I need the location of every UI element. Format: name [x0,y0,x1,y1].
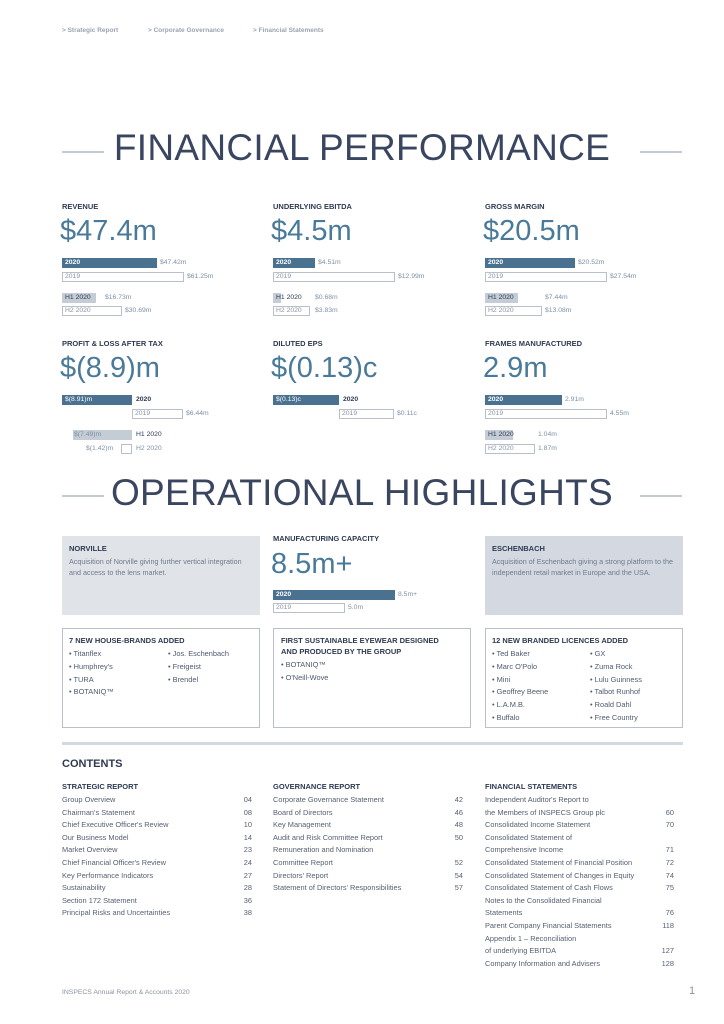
sustainable-title-line2: AND PRODUCED BY THE GROUP [281,647,402,656]
kpi-label: UNDERLYING EBITDA [273,202,352,211]
toc-strategic-heading: STRATEGIC REPORT [62,782,139,791]
bar-value: $27.54m [610,273,637,280]
toc-entry[interactable] [273,807,463,820]
kpi-value: $4.5m [271,215,352,247]
toc-entry-title: Committee Report [273,857,333,867]
toc-entry-page: 71 [665,845,674,855]
bar-year: 2020 [136,396,152,403]
kpi-value: $20.5m [483,215,580,247]
toc-entry-page: 118 [662,920,674,930]
list-item: • Roald Dahl [590,700,632,710]
toc-entry[interactable] [273,857,463,870]
bar-value: $(1.42)m [86,445,114,452]
bar-year: 2019 [276,604,292,611]
toc-entry[interactable] [485,882,674,895]
kpi-label: PROFIT & LOSS AFTER TAX [62,339,163,348]
toc-entry-page: 04 [243,795,252,804]
list-item: • Mini [492,674,511,684]
bar-value: $16.73m [105,294,132,301]
toc-entry-title: Notes to the Consolidated Financial [485,895,602,905]
toc-entry-page: 75 [665,883,674,893]
toc-entry[interactable] [485,920,674,933]
list-item: • Humphrey's [69,661,113,671]
toc-entry-title: Our Business Model [62,832,129,842]
kpi-label: REVENUE [62,202,99,211]
house-brands-title: 7 NEW HOUSE-BRANDS ADDED [69,636,185,645]
bar-label: H2 2020 [488,445,514,452]
toc-entry-title: Audit and Risk Committee Report [273,832,383,842]
bar-value: $20.52m [578,259,605,266]
toc-entry-title: Sustainability [62,883,106,893]
toc-entry-title: Group Overview [62,795,116,804]
toc-entry[interactable] [485,832,674,845]
toc-entry[interactable] [273,832,463,845]
bar-value: 8.5m+ [398,591,418,598]
toc-entry-title: Statement of Directors' Responsibilities [273,883,402,893]
toc-entry[interactable] [485,907,674,920]
footer-text: INSPECS Annual Report & Accounts 2020 [62,989,190,996]
operational-highlights-title: OPERATIONAL HIGHLIGHTS [110,472,614,513]
bar-value: 2.91m [565,396,584,403]
toc-entry-title: Corporate Governance Statement [273,795,384,804]
bar-2019 [485,272,607,282]
bar-value: $3.83m [315,307,338,314]
toc-entry[interactable] [62,857,252,870]
toc-entry-page: 74 [665,870,674,880]
eschenbach-text: Acquisition of Eschenbach giving a strong platform to the independent retail market in Europe and the USA. [492,557,673,577]
bar-value: $(8.91)m [65,396,93,403]
kpi-value: $47.4m [60,215,157,247]
financial-performance-title: FINANCIAL PERFORMANCE [113,127,611,168]
toc-entry-title: Comprehensive Income [485,845,564,855]
toc-entry[interactable] [62,895,252,908]
toc-entry-title: Remuneration and Nomination [273,845,374,855]
bar-label: H2 2020 [65,307,91,314]
toc-entry-title: Company Information and Advisers [485,958,601,968]
list-item: • O'Neill-Wove [281,672,329,682]
norville-text: Acquisition of Norville giving further vertical integration and access to the lens market. [69,557,242,577]
toc-governance-heading: GOVERNANCE REPORT [273,782,361,791]
list-item: • Talbot Runhof [590,687,641,697]
toc-entry-page: 28 [243,883,252,893]
toc-entry-title: the Members of INSPECS Group plc [485,807,605,817]
bar-value: 1.04m [538,431,557,438]
eschenbach-title: ESCHENBACH [492,544,545,553]
list-item: • BOTANIQ™ [69,687,114,697]
toc-entry-title: Chairman's Statement [62,807,135,817]
toc-entry[interactable] [273,819,463,832]
licences-list-1 [492,648,548,725]
bar-year: 2019 [276,273,292,280]
toc-entry-title: Parent Company Financial Statements [485,920,612,930]
bar-year: 2020 [488,396,504,403]
toc-entry-page: 52 [454,857,463,867]
bar-value: $13.08m [545,307,572,314]
list-item: • Geoffrey Beene [492,687,549,697]
bar-year: 2020 [65,259,81,266]
toc-entry-page: 14 [243,832,252,842]
toc-entry[interactable] [485,844,674,857]
toc-entry-page: 42 [454,795,463,804]
sustainable-title-line1: FIRST SUSTAINABLE EYEWEAR DESIGNED [281,636,439,645]
toc-entry[interactable] [485,870,674,883]
toc-entry-page: 76 [665,908,674,918]
toc-entry-page: 46 [454,807,463,817]
bar-label: H1 2020 [488,431,514,438]
bar-value: $(0.13)c [276,396,301,403]
toc-entry-title: Market Overview [62,845,118,855]
toc-entry-page: 128 [661,958,674,968]
list-item: • L.A.M.B. [492,700,525,710]
kpi-label: FRAMES MANUFACTURED [485,339,583,348]
bar-label: H1 2020 [276,294,302,301]
toc-entry-title: Key Management [273,820,331,830]
toc-entry-title: Directors' Report [273,870,329,880]
bar-year: 2020 [488,259,504,266]
toc-entry-title: Chief Financial Officer's Review [62,857,166,867]
toc-entry[interactable] [62,907,252,920]
list-item: • Ted Baker [492,649,530,658]
bar-year: 2020 [276,591,292,598]
toc-entry[interactable] [62,882,252,895]
toc-entry-page: 54 [454,870,463,880]
bar-value: 4.55m [610,410,629,417]
bar-label: H2 2020 [488,307,514,314]
toc-entry[interactable] [62,794,252,807]
list-item: • Titanflex [69,649,102,658]
toc-entry-title: Independent Auditor's Report to [485,795,589,804]
bar-year: 2019 [342,410,358,417]
kpi-value: $(8.9)m [60,352,160,384]
toc-entry-title: Board of Directors [273,807,333,817]
toc-entry[interactable] [62,844,252,857]
toc-entry[interactable] [485,895,674,908]
toc-governance-list [273,794,463,895]
bar-2019 [485,409,607,419]
title-rule-right [640,151,682,153]
toc-entry[interactable] [62,870,252,883]
toc-entry-title: of underlying EBITDA [485,946,557,956]
toc-entry-page: 08 [243,807,252,817]
bar-label: H1 2020 [136,431,162,438]
bar-value: 1.87m [538,445,557,452]
kpi-label: MANUFACTURING CAPACITY [273,534,380,543]
toc-entry-title: Consolidated Income Statement [485,820,591,830]
bar-h2 [121,444,132,454]
toc-entry-page: 60 [665,807,674,817]
list-item: • Brendel [168,674,199,684]
toc-entry-page: 24 [243,857,252,867]
toc-entry-title: Principal Risks and Uncertainties [62,908,171,918]
bar-year: 2019 [488,273,504,280]
bar-value: $61.25m [187,273,214,280]
bar-2019 [273,272,395,282]
toc-entry-page: 36 [243,895,252,905]
house-brands-list-2 [168,648,229,686]
toc-entry[interactable] [62,819,252,832]
toc-entry-page: 48 [454,820,463,830]
kpi-label: GROSS MARGIN [485,202,545,211]
toc-entry-title: Statements [485,908,523,918]
bar-year: 2020 [276,259,292,266]
toc-entry-page: 57 [454,883,463,893]
licences-title: 12 NEW BRANDED LICENCES ADDED [492,636,628,645]
toc-financial-heading: FINANCIAL STATEMENTS [485,782,578,791]
toc-entry-title: Chief Executive Officer's Review [62,820,169,830]
toc-entry[interactable] [485,945,674,958]
licences-list-2 [590,648,642,725]
toc-financial-list [485,794,674,970]
bar-year: 2019 [135,410,151,417]
toc-entry-title: Consolidated Statement of Changes in Equity [485,870,635,880]
toc-entry[interactable] [485,933,674,946]
bar-value: $0.11c [397,410,417,417]
toc-entry[interactable] [485,807,674,820]
bar-value: 5.0m [348,604,364,611]
toc-entry[interactable] [62,832,252,845]
list-item: • Zuma Rock [590,661,633,671]
list-item: • Lulu Guinness [590,674,642,684]
kpi-value: $(0.13)c [271,352,378,384]
toc-entry[interactable] [485,794,674,807]
section-divider [62,742,683,745]
bar-year: 2019 [488,410,504,417]
toc-entry[interactable] [273,844,463,857]
toc-entry[interactable] [273,870,463,883]
bar-value: $12.99m [398,273,425,280]
toc-entry-title: Section 172 Statement [62,895,137,905]
kpi-value: 8.5m+ [271,548,353,580]
bar-2020 [273,590,395,600]
toc-entry[interactable] [485,857,674,870]
title-rule-right [640,495,682,497]
list-item: • GX [590,649,606,658]
toc-entry-page: 23 [243,845,252,855]
list-item: • Freigeist [168,661,201,671]
bar-value: $47.42m [160,259,187,266]
kpi-value: 2.9m [483,352,548,384]
bar-value: $(7.49)m [74,431,102,438]
toc-entry-title: Appendix 1 – Reconciliation [485,933,577,943]
contents-title: CONTENTS [62,758,123,770]
norville-title: NORVILLE [69,544,107,553]
bar-year: 2020 [343,396,359,403]
toc-entry-page: 127 [661,946,674,956]
bar-value: $30.69m [125,307,152,314]
toc-entry-page: 27 [243,870,252,880]
toc-entry[interactable] [485,819,674,832]
nav-financial-statements[interactable]: > Financial Statements [253,27,324,34]
sustainable-list [281,659,328,685]
list-item: • Jos. Eschenbach [168,649,229,658]
toc-entry-title: Consolidated Statement of Cash Flows [485,883,613,893]
toc-entry[interactable] [485,958,674,971]
list-item: • TURA [69,674,94,684]
nav-corporate-governance[interactable]: > Corporate Governance [148,27,225,34]
list-item: • BOTANIQ™ [281,660,326,669]
toc-entry[interactable] [273,882,463,895]
bar-value: $0.68m [315,294,338,301]
toc-entry[interactable] [62,807,252,820]
toc-entry-page: 50 [454,832,463,842]
toc-entry-title: Consolidated Statement of [485,832,573,842]
bar-label: H1 2020 [488,294,514,301]
toc-entry-page: 38 [243,908,252,918]
list-item: • Marc O'Polo [492,661,538,671]
bar-value: $7.44m [545,294,568,301]
bar-value: $4.51m [318,259,341,266]
house-brands-list-1 [69,648,114,699]
list-item: • Free Country [590,712,638,722]
toc-entry-title: Key Performance Indicators [62,870,154,880]
bar-value: $6.44m [186,410,209,417]
bar-label: H2 2020 [276,307,302,314]
page-number: 1 [689,985,696,997]
list-item: • Buffalo [492,712,520,722]
toc-entry[interactable] [273,794,463,807]
toc-entry-page: 10 [243,820,252,830]
nav-strategic-report[interactable]: > Strategic Report [62,27,119,34]
toc-entry-page: 70 [665,820,674,830]
kpi-label: DILUTED EPS [273,339,323,348]
toc-strategic-list [62,794,252,920]
bar-label: H2 2020 [136,445,162,452]
bar-2019 [62,272,184,282]
toc-entry-title: Consolidated Statement of Financial Position [485,857,633,867]
bar-label: H1 2020 [65,294,91,301]
bar-year: 2019 [65,273,81,280]
toc-entry-page: 72 [665,857,674,867]
